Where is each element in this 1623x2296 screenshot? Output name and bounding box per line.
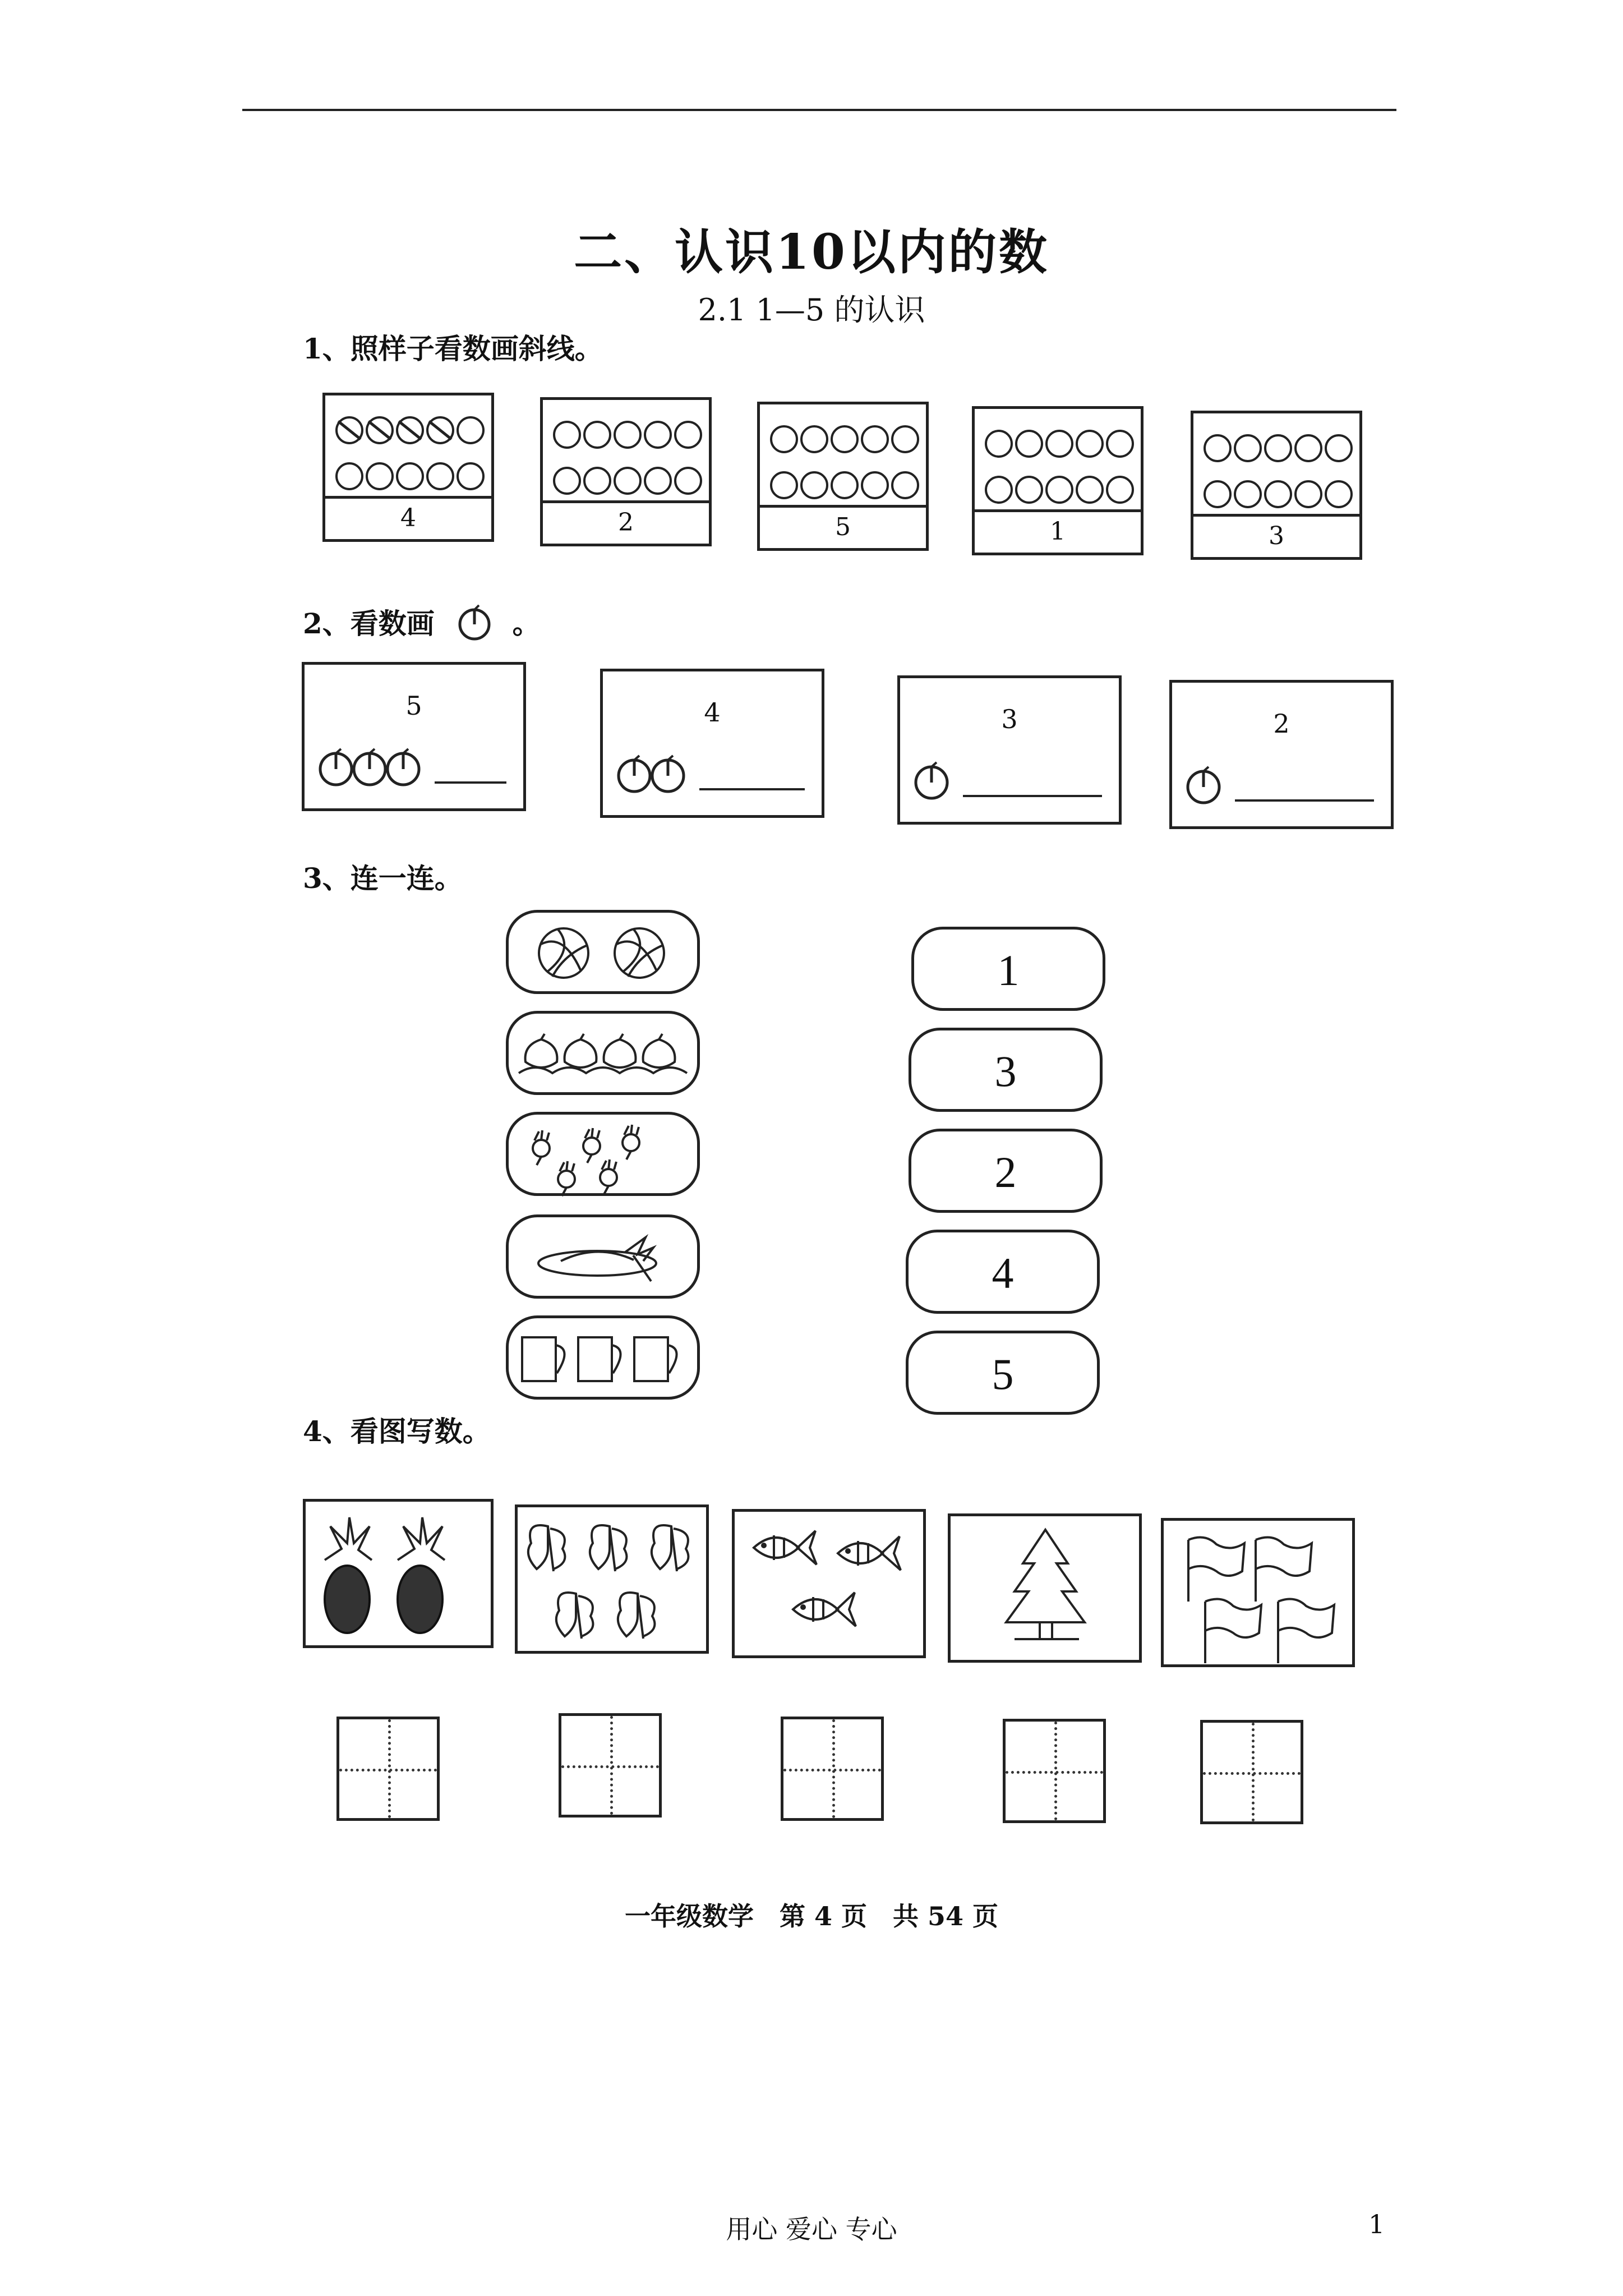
circle-mark xyxy=(1265,481,1291,507)
fish-icon xyxy=(793,1593,856,1626)
circle-mark xyxy=(986,431,1012,457)
motto: 用心 爱心 专心 xyxy=(726,2214,897,2244)
picture-card[interactable] xyxy=(506,1011,700,1095)
circle-mark xyxy=(1077,477,1103,503)
circle-mark xyxy=(1107,477,1133,503)
butterfly-icon xyxy=(590,1525,627,1571)
number-card[interactable] xyxy=(911,927,1105,1011)
ball-icon xyxy=(615,928,664,978)
circle-mark xyxy=(1265,435,1291,461)
butterfly-icon xyxy=(618,1593,655,1639)
cup-icon xyxy=(634,1337,677,1381)
circle-mark xyxy=(554,468,580,494)
apple-icon xyxy=(388,749,419,785)
ball-icon-group xyxy=(513,916,693,989)
cup-icon xyxy=(578,1337,621,1381)
drawn-apples xyxy=(1184,761,1330,812)
circle-mark xyxy=(336,463,362,489)
answer-line[interactable] xyxy=(699,788,805,790)
page-subtitle: 2.1 1—5 的认识 xyxy=(698,292,925,328)
hat-icon-group xyxy=(513,1221,693,1294)
circle-mark xyxy=(1235,435,1261,461)
circle-mark xyxy=(584,468,610,494)
apple-icon xyxy=(457,604,492,648)
cup-icon xyxy=(522,1337,565,1381)
circle-mark xyxy=(1295,435,1321,461)
drawn-apples xyxy=(912,757,1058,807)
circle-mark xyxy=(1046,431,1072,457)
number-card-value: 1 xyxy=(997,946,1020,995)
question-4-label: 4、看图写数。 xyxy=(303,1415,491,1448)
radish-icon xyxy=(600,1159,617,1194)
number-card-value: 5 xyxy=(992,1350,1014,1398)
radish-icon xyxy=(623,1125,639,1159)
number-card[interactable] xyxy=(906,1230,1100,1314)
circle-mark xyxy=(645,468,671,494)
circle-mark xyxy=(1046,477,1072,503)
target-number: 4 xyxy=(704,697,721,728)
pineapple-icon-group xyxy=(308,1504,493,1644)
target-number: 3 xyxy=(1001,704,1018,734)
circle-grid xyxy=(1202,426,1354,521)
page-number: 1 xyxy=(1368,2209,1385,2239)
answer-line[interactable] xyxy=(435,781,506,784)
peach-icon xyxy=(565,1034,597,1068)
answer-line[interactable] xyxy=(963,795,1102,797)
answer-box[interactable] xyxy=(1003,1719,1106,1823)
apple-icon xyxy=(916,762,947,798)
circle-mark xyxy=(1205,435,1230,461)
circle-mark xyxy=(771,472,797,498)
flag-icon xyxy=(1256,1538,1312,1602)
picture-box xyxy=(1161,1518,1355,1667)
circle-mark xyxy=(801,426,827,452)
circle-mark xyxy=(336,417,362,443)
picture-card[interactable] xyxy=(506,910,700,994)
top-rule xyxy=(242,109,1396,111)
circle-box xyxy=(757,402,929,551)
apple-icon xyxy=(320,749,352,785)
cup-icon-group xyxy=(513,1322,693,1395)
ball-icon xyxy=(539,928,588,978)
picture-box xyxy=(732,1509,926,1658)
drawn-apples xyxy=(317,743,463,794)
circle-mark xyxy=(832,426,857,452)
circle-box xyxy=(1191,411,1362,560)
circle-mark xyxy=(367,417,393,443)
number-card-value: 3 xyxy=(994,1047,1017,1096)
number-cell: 2 xyxy=(543,500,709,544)
radish-icon xyxy=(583,1128,600,1163)
number-card-value: 2 xyxy=(994,1148,1017,1197)
picture-card[interactable] xyxy=(506,1315,700,1400)
hat-icon xyxy=(538,1237,656,1281)
drawn-apples xyxy=(615,750,761,800)
pineapple-icon xyxy=(398,1517,445,1633)
circle-mark xyxy=(427,417,453,443)
circle-mark xyxy=(862,426,888,452)
circle-mark xyxy=(1016,477,1042,503)
question-3-label: 3、连一连。 xyxy=(303,862,463,895)
target-number: 2 xyxy=(1273,708,1290,739)
fish-icon-group xyxy=(737,1514,922,1654)
target-number: 5 xyxy=(405,691,422,721)
circle-mark xyxy=(397,417,423,443)
number-cell: 4 xyxy=(325,496,491,539)
number-cell: 5 xyxy=(760,505,926,548)
butterfly-icon xyxy=(528,1525,565,1571)
picture-card[interactable] xyxy=(506,1214,700,1299)
peach-icon xyxy=(604,1034,636,1068)
question-1-label: 1、照样子看数画斜线。 xyxy=(303,332,603,365)
number-cell: 3 xyxy=(1193,514,1359,557)
answer-box[interactable] xyxy=(781,1717,884,1821)
circle-grid xyxy=(769,417,920,512)
butterfly-icon-group xyxy=(520,1510,705,1650)
circle-box xyxy=(322,393,494,542)
apple-box xyxy=(600,669,824,818)
butterfly-icon xyxy=(652,1525,689,1571)
circle-box xyxy=(540,397,712,546)
circle-mark xyxy=(1326,481,1352,507)
apple-icon xyxy=(1188,767,1219,803)
circle-mark xyxy=(1077,431,1103,457)
circle-mark xyxy=(367,463,393,489)
question-2-text: 2、看数画 xyxy=(303,607,435,640)
flag-icon xyxy=(1188,1538,1244,1602)
answer-box[interactable] xyxy=(336,1717,440,1821)
circle-mark xyxy=(675,422,701,448)
apple-box xyxy=(302,662,526,811)
apple-icon xyxy=(619,756,650,792)
circle-box xyxy=(972,406,1144,555)
circle-mark xyxy=(892,472,918,498)
apple-box xyxy=(897,675,1122,825)
peach-icon xyxy=(643,1034,675,1068)
flag-icon xyxy=(1278,1599,1334,1664)
question-2-label xyxy=(303,601,541,648)
tree-icon xyxy=(1006,1530,1085,1639)
radish-icon xyxy=(533,1130,550,1165)
circle-mark xyxy=(554,422,580,448)
circle-mark xyxy=(675,468,701,494)
circle-mark xyxy=(862,472,888,498)
circle-mark xyxy=(1295,481,1321,507)
picture-card[interactable] xyxy=(506,1112,700,1196)
number-cell: 1 xyxy=(975,509,1141,553)
answer-box[interactable] xyxy=(559,1713,662,1818)
circle-mark xyxy=(1326,435,1352,461)
apple-icon xyxy=(652,756,684,792)
number-card-value: 4 xyxy=(992,1249,1014,1297)
picture-box xyxy=(303,1499,494,1648)
butterfly-icon xyxy=(556,1593,593,1639)
circle-mark xyxy=(1016,431,1042,457)
circle-mark xyxy=(801,472,827,498)
question-2-end: 。 xyxy=(512,607,541,640)
circle-mark xyxy=(584,422,610,448)
page-title: 二、认识10以内的数 xyxy=(574,224,1049,280)
circle-mark xyxy=(1107,431,1133,457)
circle-mark xyxy=(397,463,423,489)
picture-box xyxy=(948,1513,1142,1663)
circle-mark xyxy=(771,426,797,452)
radish-icon xyxy=(558,1161,575,1196)
circle-mark xyxy=(427,463,453,489)
number-card[interactable] xyxy=(906,1331,1100,1415)
circle-grid xyxy=(552,412,703,508)
apple-icon xyxy=(354,749,385,785)
circle-mark xyxy=(1205,481,1230,507)
circle-mark xyxy=(458,463,483,489)
number-card[interactable] xyxy=(909,1028,1103,1112)
answer-line[interactable] xyxy=(1235,799,1374,802)
picture-box xyxy=(515,1504,709,1654)
peach-icon xyxy=(525,1034,557,1068)
apple-box xyxy=(1169,680,1394,829)
circle-grid xyxy=(334,408,486,503)
circle-mark xyxy=(986,477,1012,503)
fish-icon xyxy=(838,1536,901,1570)
circle-mark xyxy=(615,468,640,494)
tree-icon-group xyxy=(953,1519,1138,1659)
flag-icon-group xyxy=(1166,1523,1351,1663)
flag-icon xyxy=(1205,1599,1261,1664)
number-card[interactable] xyxy=(909,1129,1103,1213)
peach-icon-group xyxy=(513,1017,693,1090)
fish-icon xyxy=(754,1531,817,1565)
pineapple-icon xyxy=(325,1517,372,1633)
circle-mark xyxy=(645,422,671,448)
circle-grid xyxy=(984,421,1135,517)
circle-mark xyxy=(892,426,918,452)
circle-mark xyxy=(615,422,640,448)
page-info: 一年级数学 第 4 页 共 54 页 xyxy=(624,1901,999,1931)
circle-mark xyxy=(832,472,857,498)
radish-icon-group xyxy=(513,1118,693,1191)
circle-mark xyxy=(458,417,483,443)
circle-mark xyxy=(1235,481,1261,507)
answer-box[interactable] xyxy=(1200,1720,1303,1824)
